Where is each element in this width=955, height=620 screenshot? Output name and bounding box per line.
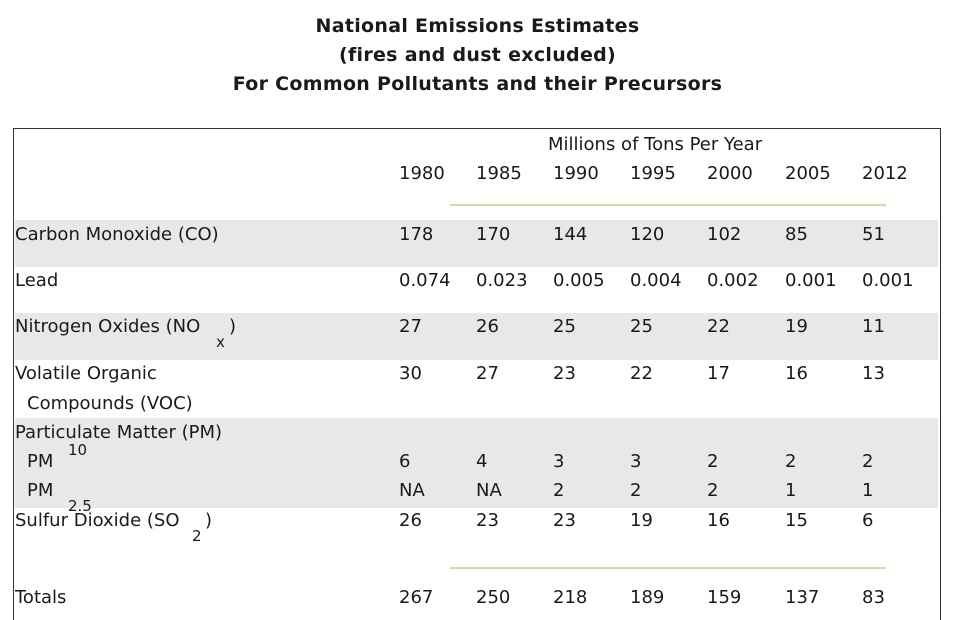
year-header-2012: 2012 (862, 163, 908, 184)
year-header-2005: 2005 (785, 163, 831, 184)
so2-close-paren: ) (205, 510, 213, 531)
cell-nox-1990: 25 (553, 316, 576, 337)
cell-totals-2000: 159 (707, 587, 742, 608)
title-line-1: National Emissions Estimates (315, 15, 640, 37)
cell-co-1995: 120 (630, 224, 665, 245)
cell-co-1985: 170 (476, 224, 511, 245)
year-header-1980: 1980 (399, 163, 445, 184)
cell-lead-1980: 0.074 (399, 270, 451, 291)
cell-voc-2000: 17 (707, 363, 730, 384)
cell-pm25-1990: 2 (553, 480, 565, 501)
cell-lead-1985: 0.023 (476, 270, 528, 291)
cell-pm25-1995: 2 (630, 480, 642, 501)
cell-co-2012: 51 (862, 224, 885, 245)
cell-so2-1985: 23 (476, 510, 499, 531)
cell-nox-2000: 22 (707, 316, 730, 337)
cell-pm25-1980: NA (399, 480, 425, 501)
pm10-subscript: 10 (68, 441, 88, 459)
cell-totals-1990: 218 (553, 587, 588, 608)
cell-lead-1990: 0.005 (553, 270, 605, 291)
cell-pm10-1985: 4 (476, 451, 488, 472)
cell-totals-1985: 250 (476, 587, 511, 608)
cell-so2-1980: 26 (399, 510, 422, 531)
year-header-1985: 1985 (476, 163, 522, 184)
cell-so2-2012: 6 (862, 510, 874, 531)
cell-pm10-1980: 6 (399, 451, 411, 472)
header-rule (450, 204, 886, 206)
cell-voc-2005: 16 (785, 363, 808, 384)
row-label-so2: Sulfur Dioxide (SO (15, 510, 180, 531)
row-label-voc-line2: Compounds (VOC) (27, 393, 193, 414)
row-label-pm25: PM (27, 480, 54, 501)
cell-co-2005: 85 (785, 224, 808, 245)
cell-pm25-2000: 2 (707, 480, 719, 501)
row-label-nox (15, 316, 200, 338)
cell-totals-1980: 267 (399, 587, 434, 608)
cell-lead-2000: 0.002 (707, 270, 759, 291)
cell-co-1990: 144 (553, 224, 588, 245)
cell-lead-1995: 0.004 (630, 270, 682, 291)
cell-totals-2005: 137 (785, 587, 820, 608)
cell-pm10-1995: 3 (630, 451, 642, 472)
row-label-lead: Lead (15, 270, 59, 291)
cell-so2-1995: 19 (630, 510, 653, 531)
row-label-voc-line1: Volatile Organic (15, 363, 157, 384)
nox-close-paren: ) (229, 316, 237, 337)
so2-subscript: 2 (192, 527, 202, 545)
cell-lead-2005: 0.001 (785, 270, 837, 291)
year-header-2000: 2000 (707, 163, 753, 184)
cell-so2-2005: 15 (785, 510, 808, 531)
cell-voc-1990: 23 (553, 363, 576, 384)
year-header-1990: 1990 (553, 163, 599, 184)
cell-voc-2012: 13 (862, 363, 885, 384)
cell-voc-1985: 27 (476, 363, 499, 384)
cell-pm10-2000: 2 (707, 451, 719, 472)
year-header-1995: 1995 (630, 163, 676, 184)
totals-rule (450, 567, 886, 569)
cell-pm25-1985: NA (476, 480, 502, 501)
cell-pm25-2012: 1 (862, 480, 874, 501)
cell-pm10-2005: 2 (785, 451, 797, 472)
cell-totals-2012: 83 (862, 587, 885, 608)
cell-pm10-2012: 2 (862, 451, 874, 472)
cell-pm10-1990: 3 (553, 451, 565, 472)
row-label-pm10: PM (27, 451, 54, 472)
cell-pm25-2005: 1 (785, 480, 797, 501)
cell-nox-2005: 19 (785, 316, 808, 337)
nox-subscript: x (216, 333, 225, 351)
cell-totals-1995: 189 (630, 587, 665, 608)
pm25-subscript: 2.5 (68, 497, 92, 515)
nox-label-text: Nitrogen Oxides (NO (15, 316, 201, 337)
cell-nox-1980: 27 (399, 316, 422, 337)
row-label-pm: Particulate Matter (PM) (15, 422, 223, 443)
title-line-3: For Common Pollutants and their Precursors (232, 73, 723, 95)
cell-voc-1995: 22 (630, 363, 653, 384)
cell-lead-2012: 0.001 (862, 270, 914, 291)
row-label-co: Carbon Monoxide (CO) (15, 224, 219, 245)
cell-nox-1995: 25 (630, 316, 653, 337)
cell-so2-2000: 16 (707, 510, 730, 531)
row-label-totals: Totals (15, 587, 67, 608)
cell-nox-2012: 11 (862, 316, 885, 337)
cell-so2-1990: 23 (553, 510, 576, 531)
cell-co-2000: 102 (707, 224, 742, 245)
cell-nox-1985: 26 (476, 316, 499, 337)
title-line-2: (fires and dust excluded) (338, 44, 617, 66)
cell-co-1980: 178 (399, 224, 434, 245)
table-title (0, 12, 955, 99)
units-label: Millions of Tons Per Year (548, 134, 763, 155)
cell-voc-1980: 30 (399, 363, 422, 384)
